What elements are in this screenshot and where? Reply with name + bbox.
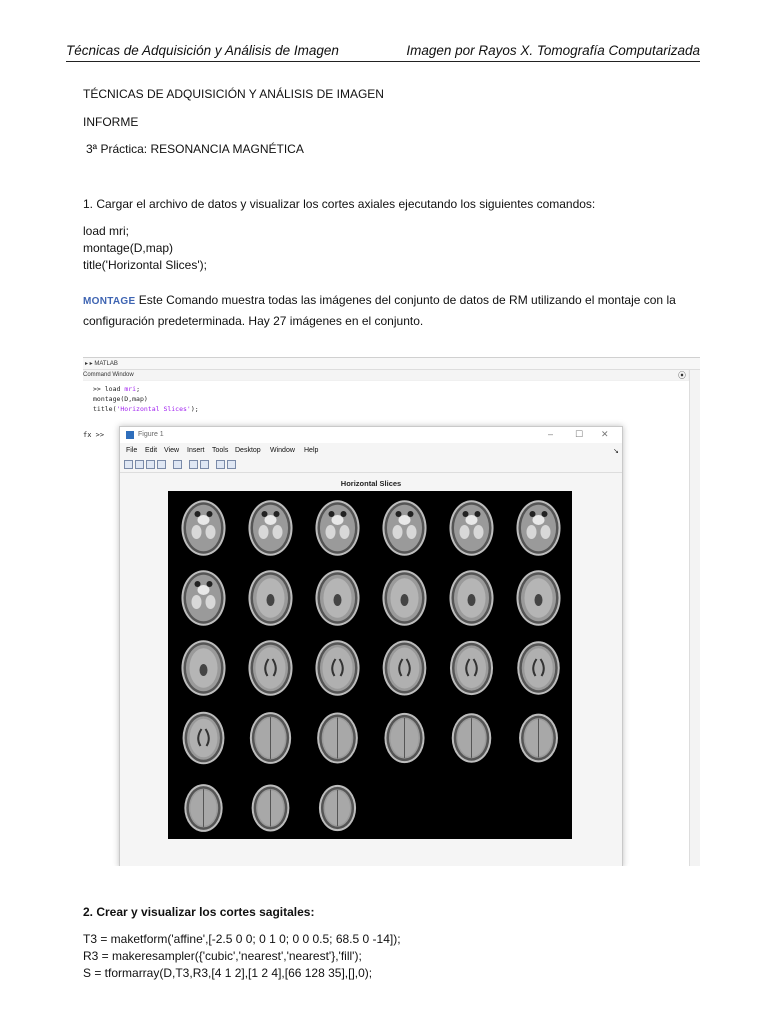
mri-slice	[304, 703, 371, 773]
mri-slice	[304, 563, 371, 633]
practica-label: 3ª Práctica: RESONANCIA MAGNÉTICA	[86, 142, 304, 156]
mri-slice	[505, 633, 572, 703]
code-line-3: title('Horizontal Slices');	[93, 405, 199, 413]
montage-paragraph-line2: configuración predeterminada. Hay 27 imágenes en el conjunto.	[83, 314, 424, 328]
figure-title: Figure 1	[138, 431, 164, 438]
menu-edit[interactable]: Edit	[145, 447, 158, 454]
close-button[interactable]: ✕	[601, 429, 609, 439]
montage-paragraph-line1	[83, 293, 676, 307]
matlab-screenshot	[83, 357, 700, 866]
mri-slice	[170, 633, 237, 703]
maximize-button[interactable]: ☐	[575, 429, 584, 439]
mri-slice	[237, 493, 304, 563]
informe-label: INFORME	[83, 115, 139, 129]
menu-file[interactable]: File	[126, 447, 138, 454]
code2-line-3: S = tformarray(D,T3,R3,[4 1 2],[1 2 4],[66 128 35],[],0);	[83, 966, 373, 980]
code2-line-1: T3 = maketform('affine',[-2.5 0 0; 0 1 0; 0 0 0.5; 68.5 0 -14]);	[83, 932, 401, 946]
matlab-figure-icon	[126, 431, 134, 439]
figure-toolbar	[120, 458, 622, 473]
save-icon[interactable]	[146, 460, 155, 469]
command-window-titlebar	[83, 370, 688, 380]
mri-slice	[438, 703, 505, 773]
legend-icon[interactable]	[200, 460, 209, 469]
command-line-1: load mri;	[83, 224, 130, 238]
matlab-breadcrumb: ▸ ▸ MATLAB	[85, 361, 118, 367]
mri-slice	[304, 493, 371, 563]
figure-titlebar	[120, 427, 622, 443]
mri-slice	[304, 633, 371, 703]
menu-help[interactable]: Help	[304, 447, 319, 454]
link-plot-icon[interactable]	[173, 460, 182, 469]
menu-window[interactable]: Window	[270, 447, 295, 454]
menu-tools[interactable]: Tools	[212, 447, 229, 454]
mri-slice	[237, 633, 304, 703]
step1-text: 1. Cargar el archivo de datos y visualizar los cortes axiales ejecutando los siguientes comandos:	[83, 197, 596, 211]
command-window-label: Command Window	[83, 372, 134, 378]
montage-paragraph-text: Este Comando muestra todas las imágenes del conjunto de datos de RM utilizando el montaje con la	[135, 293, 676, 307]
command-prompt[interactable]: fx >>	[83, 431, 105, 439]
mri-slice	[237, 563, 304, 633]
figure-menubar	[120, 444, 622, 457]
panel-menu-icon[interactable]: ⦿	[678, 371, 686, 380]
menu-desktop[interactable]: Desktop	[235, 447, 261, 454]
mri-slice	[438, 563, 505, 633]
menu-dock-icon[interactable]: ↘	[613, 448, 619, 455]
edit-plot-icon[interactable]	[216, 460, 225, 469]
colorbar-icon[interactable]	[189, 460, 198, 469]
mri-slice	[304, 773, 371, 843]
mri-slice	[371, 563, 438, 633]
mri-slice	[371, 633, 438, 703]
new-figure-icon[interactable]	[124, 460, 133, 469]
mri-slice	[505, 493, 572, 563]
mri-slice	[170, 703, 237, 773]
mri-slice	[237, 703, 304, 773]
figure-window[interactable]	[119, 426, 623, 866]
mri-slice	[438, 633, 505, 703]
code-line-2: montage(D,map)	[93, 395, 148, 403]
mri-slice	[170, 773, 237, 843]
step2-heading: 2. Crear y visualizar los cortes sagitales:	[83, 905, 315, 919]
mri-montage	[168, 491, 572, 839]
code-line-1: >> load mri;	[93, 385, 140, 393]
mri-slice	[505, 563, 572, 633]
axes-title: Horizontal Slices	[340, 479, 402, 488]
page-header	[66, 43, 700, 62]
command-line-3: title('Horizontal Slices');	[83, 258, 207, 272]
menu-insert[interactable]: Insert	[187, 447, 205, 454]
mri-slice	[371, 703, 438, 773]
right-side-panel	[689, 370, 700, 866]
header-right: Imagen por Rayos X. Tomografía Computarizada	[406, 43, 700, 58]
mri-slice	[371, 493, 438, 563]
minimize-button[interactable]: –	[548, 429, 554, 439]
header-left: Técnicas de Adquisición y Análisis de Imagen	[66, 43, 339, 58]
matlab-breadcrumb-bar	[83, 358, 700, 370]
command-line-2: montage(D,map)	[83, 241, 174, 255]
mri-slice	[505, 703, 572, 773]
menu-view[interactable]: View	[164, 447, 180, 454]
mri-slice	[170, 563, 237, 633]
mri-slice	[237, 773, 304, 843]
montage-keyword: MONTAGE	[83, 296, 136, 307]
property-inspector-icon[interactable]	[227, 460, 236, 469]
open-file-icon[interactable]	[135, 460, 144, 469]
print-icon[interactable]	[157, 460, 166, 469]
mri-slice	[438, 493, 505, 563]
code2-line-2: R3 = makeresampler({'cubic','nearest','nearest'},'fill');	[83, 949, 362, 963]
doc-title: TÉCNICAS DE ADQUISICIÓN Y ANÁLISIS DE IMAGEN	[83, 87, 384, 101]
mri-slice	[170, 493, 237, 563]
